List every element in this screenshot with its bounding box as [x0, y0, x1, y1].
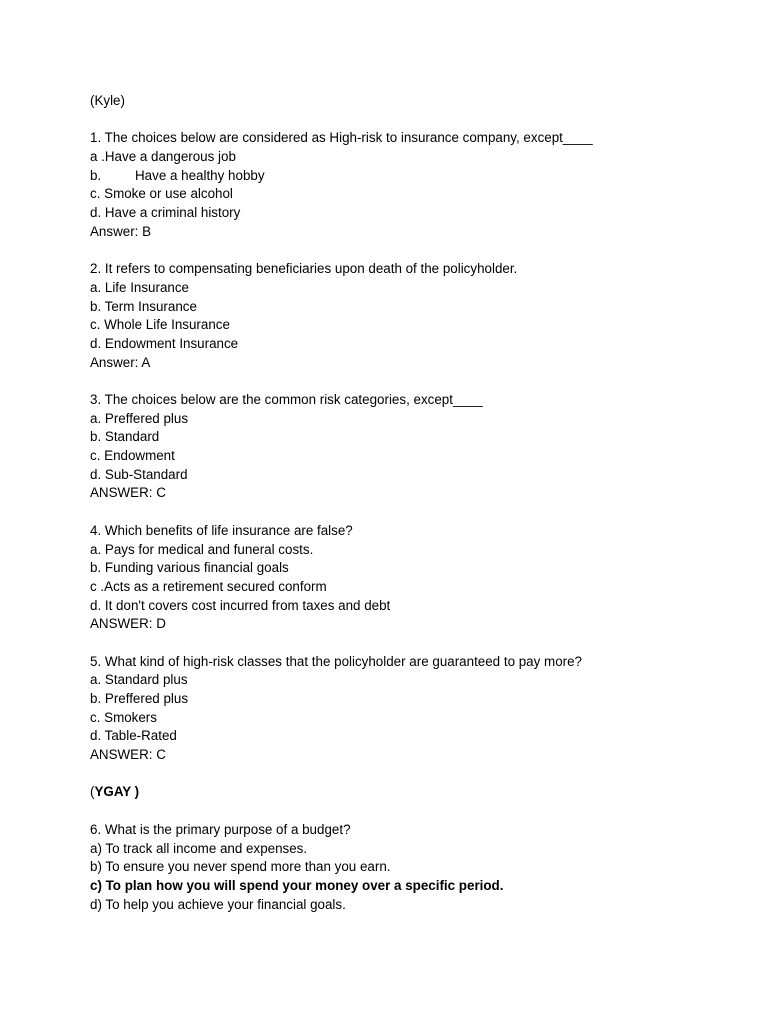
option-d: d. Have a criminal history [90, 205, 241, 221]
option-c: c .Acts as a retirement secured conform [90, 578, 327, 594]
section-heading-bold: YGAY ) [94, 784, 140, 800]
option-a: a .Have a dangerous job [90, 149, 236, 165]
spacer [90, 372, 740, 391]
option-b: b. Funding various financial goals [90, 560, 289, 576]
question-text: 4. Which benefits of life insurance are false? [90, 522, 353, 538]
answer: ANSWER: C [90, 747, 166, 763]
answer: Answer: A [90, 354, 151, 370]
question-block-4 [90, 522, 740, 634]
option-a: a. Pays for medical and funeral costs. [90, 541, 314, 557]
option-c: c. Endowment [90, 448, 175, 464]
option-d: d. Table-Rated [90, 728, 177, 744]
option-c: c. Smoke or use alcohol [90, 186, 233, 202]
document-page [90, 92, 740, 914]
option-d: d. Sub-Standard [90, 466, 188, 482]
question-block-3 [90, 391, 740, 503]
spacer [90, 242, 740, 261]
question-block-6 [90, 821, 740, 914]
answer: ANSWER: D [90, 616, 166, 632]
spacer [90, 111, 740, 130]
option-d: d. It don't covers cost incurred from taxes and debt [90, 597, 391, 613]
question-block-5 [90, 653, 740, 765]
section-heading-kyle: (Kyle) [90, 93, 125, 108]
question-block-2 [90, 260, 740, 372]
option-b-text: Have a healthy hobby [135, 167, 265, 183]
answer: ANSWER: C [90, 485, 166, 501]
option-a: a. Life Insurance [90, 279, 190, 295]
option-d: d. Endowment Insurance [90, 335, 239, 351]
option-c-highlighted: c) To plan how you will spend your money over a specific period. [90, 877, 504, 893]
answer: Answer: B [90, 223, 152, 239]
option-a: a. Standard plus [90, 672, 188, 688]
option-b: b. Preffered plus [90, 691, 189, 706]
question-text: 6. What is the primary purpose of a budget? [90, 821, 351, 837]
option-b: b. Standard [90, 429, 160, 445]
question-text: 2. It refers to compensating beneficiaries upon death of the policyholder. [90, 261, 518, 277]
question-text: 5. What kind of high-risk classes that the policyholder are guaranteed to pay more? [90, 653, 583, 669]
section-heading-paren: ( [90, 784, 95, 800]
option-b-marker: b. [90, 167, 102, 183]
question-text: 3. The choices below are the common risk categories, except____ [90, 392, 483, 407]
spacer [90, 802, 740, 821]
question-block-1 [90, 129, 740, 241]
section-heading-ygay [90, 783, 740, 802]
option-b: b. Term Insurance [90, 298, 197, 314]
option-d: d) To help you achieve your financial goals. [90, 896, 346, 912]
option-c: c. Whole Life Insurance [90, 317, 230, 333]
spacer [90, 503, 740, 522]
option-b: b) To ensure you never spend more than you earn. [90, 859, 391, 875]
question-text: 1. The choices below are considered as High-risk to insurance company, except____ [90, 130, 593, 146]
option-c: c. Smokers [90, 709, 157, 725]
option-b [90, 167, 740, 186]
option-a: a. Preffered plus [90, 410, 189, 426]
option-a: a) To track all income and expenses. [90, 840, 308, 856]
spacer [90, 765, 740, 784]
spacer [90, 634, 740, 653]
